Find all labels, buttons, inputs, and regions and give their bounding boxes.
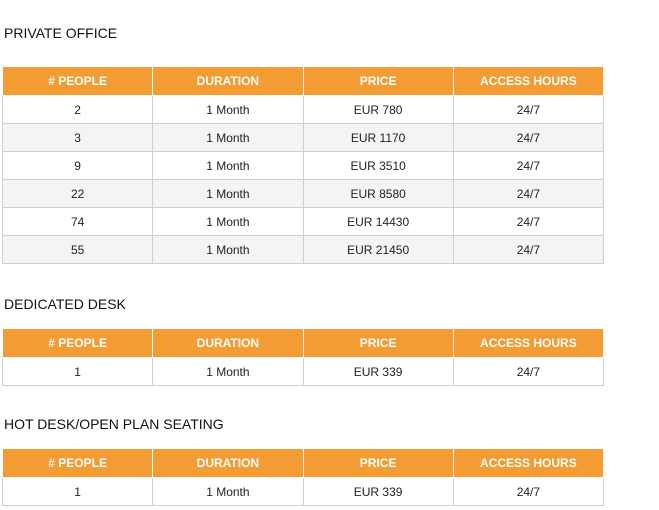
cell-duration: 1 Month	[153, 124, 303, 152]
cell-access-hours: 24/7	[453, 152, 603, 180]
cell-price: EUR 339	[303, 478, 453, 506]
cell-duration: 1 Month	[153, 152, 303, 180]
dedicated-desk-table	[2, 328, 604, 386]
table-row	[3, 124, 604, 152]
table-row	[3, 152, 604, 180]
cell-access-hours: 24/7	[453, 180, 603, 208]
column-header-duration[interactable]: DURATION	[153, 67, 303, 96]
column-header-access-hours[interactable]: ACCESS HOURS	[453, 449, 603, 478]
column-header-people[interactable]: # PEOPLE	[3, 67, 153, 96]
cell-people: 1	[3, 478, 153, 506]
cell-duration: 1 Month	[153, 358, 303, 386]
cell-duration: 1 Month	[153, 478, 303, 506]
cell-access-hours: 24/7	[453, 208, 603, 236]
cell-price: EUR 3510	[303, 152, 453, 180]
cell-duration: 1 Month	[153, 208, 303, 236]
table-row	[3, 180, 604, 208]
column-header-duration[interactable]: DURATION	[153, 329, 303, 358]
cell-people: 22	[3, 180, 153, 208]
table-row	[3, 96, 604, 124]
cell-duration: 1 Month	[153, 180, 303, 208]
cell-access-hours: 24/7	[453, 124, 603, 152]
table-header-row	[3, 329, 604, 358]
column-header-access-hours[interactable]: ACCESS HOURS	[453, 329, 603, 358]
column-header-people[interactable]: # PEOPLE	[3, 449, 153, 478]
table-row	[3, 358, 604, 386]
cell-people: 55	[3, 236, 153, 264]
cell-price: EUR 21450	[303, 236, 453, 264]
cell-price: EUR 780	[303, 96, 453, 124]
cell-price: EUR 8580	[303, 180, 453, 208]
column-header-access-hours[interactable]: ACCESS HOURS	[453, 67, 603, 96]
cell-duration: 1 Month	[153, 236, 303, 264]
table-row	[3, 236, 604, 264]
cell-access-hours: 24/7	[453, 358, 603, 386]
column-header-price[interactable]: PRICE	[303, 329, 453, 358]
section-title-dedicated-desk: DEDICATED DESK	[4, 296, 126, 312]
section-title-private-office: PRIVATE OFFICE	[4, 25, 118, 41]
private-office-table	[2, 66, 604, 264]
table-row	[3, 478, 604, 506]
column-header-price[interactable]: PRICE	[303, 449, 453, 478]
cell-price: EUR 14430	[303, 208, 453, 236]
cell-access-hours: 24/7	[453, 236, 603, 264]
cell-people: 74	[3, 208, 153, 236]
column-header-people[interactable]: # PEOPLE	[3, 329, 153, 358]
table-header-row	[3, 449, 604, 478]
cell-people: 2	[3, 96, 153, 124]
cell-access-hours: 24/7	[453, 96, 603, 124]
table-header-row	[3, 67, 604, 96]
cell-access-hours: 24/7	[453, 478, 603, 506]
section-title-hot-desk: HOT DESK/OPEN PLAN SEATING	[4, 416, 224, 432]
cell-people: 3	[3, 124, 153, 152]
cell-price: EUR 339	[303, 358, 453, 386]
cell-people: 9	[3, 152, 153, 180]
cell-price: EUR 1170	[303, 124, 453, 152]
cell-duration: 1 Month	[153, 96, 303, 124]
column-header-price[interactable]: PRICE	[303, 67, 453, 96]
column-header-duration[interactable]: DURATION	[153, 449, 303, 478]
hot-desk-table	[2, 448, 604, 506]
cell-people: 1	[3, 358, 153, 386]
table-row	[3, 208, 604, 236]
